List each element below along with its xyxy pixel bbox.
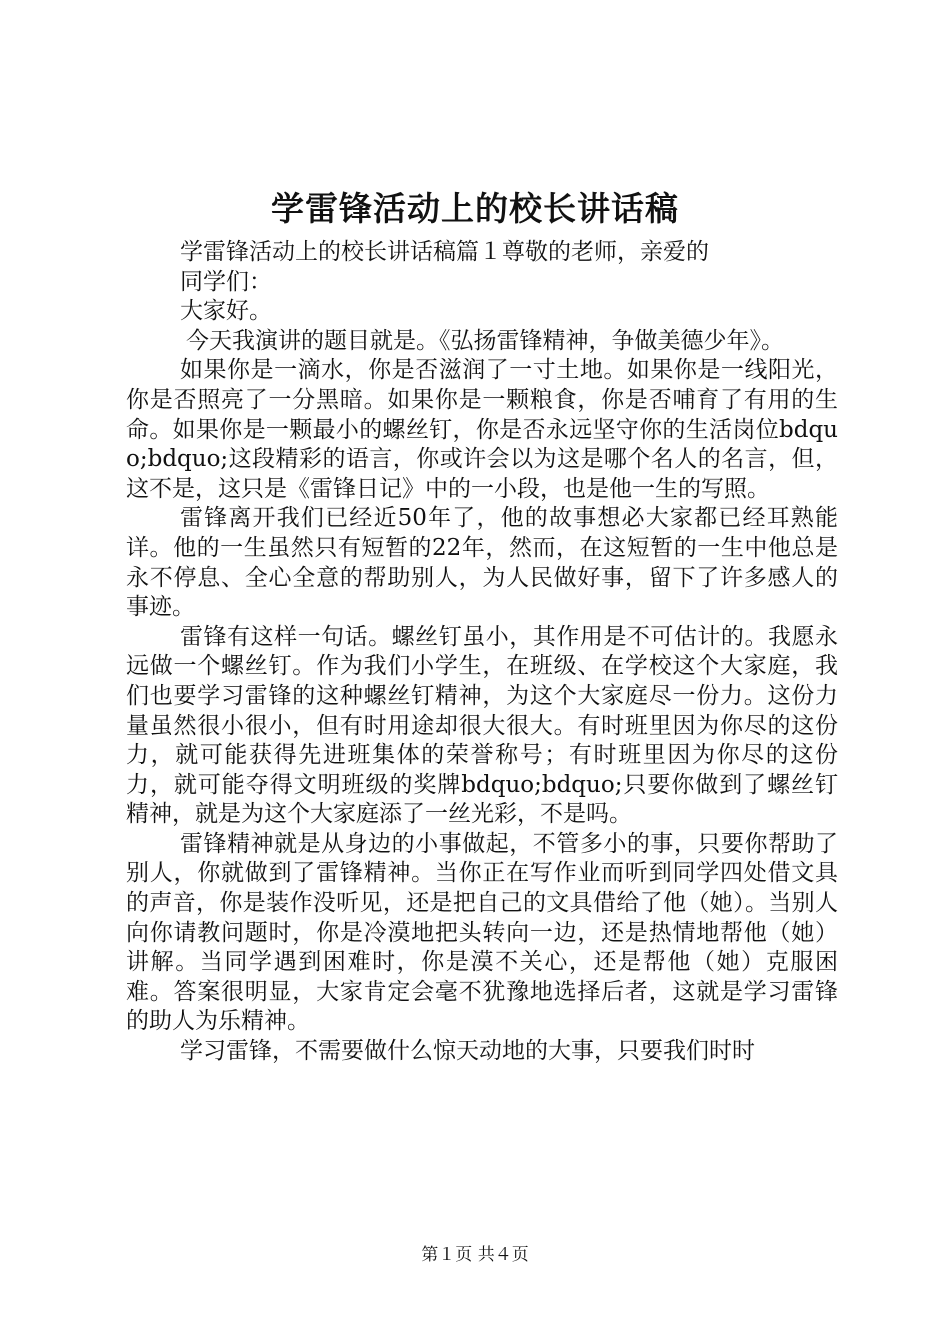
paragraph-body: 雷锋有这样一句话。螺丝钉虽小，其作用是不可估计的。我愿永远做一个螺丝钉。作为我们小学生，在班级、在学校这个大家庭，我们也要学习雷锋的这种螺丝钉精神，为这个大家庭尽一份力。这份力量虽然很小很小，但有时用途却很大很大。有时班里因为你尽的这份力，就可能获得先进班集体的荣誉称号；有时班里因为你尽的这份力，就可能夺得文明班级的奖牌bdquo;bdquo;只要你做到了螺丝钉精神，就是为这个大家庭添了一丝光彩，不是吗。 <box>126 623 838 828</box>
paragraph-topic: 今天我演讲的题目就是。《弘扬雷锋精神，争做美德少年》。 <box>186 327 784 354</box>
paragraph-greeting: 大家好。 <box>180 298 272 325</box>
paragraph-body: 雷锋离开我们已经近50年了，他的故事想必大家都已经耳熟能详。他的一生虽然只有短暂的22年，然而，在这短暂的一生中他总是永不停息、全心全意的帮助别人，为人民做好事，留下了许多感人的事迹。 <box>126 505 838 621</box>
paragraph-body: 雷锋精神就是从身边的小事做起，不管多小的事，只要你帮助了别人，你就做到了雷锋精神。当你正在写作业而听到同学四处借文具的声音，你是装作没听见，还是把自己的文具借给了他（她）。当别人向你请教问题时，你是冷漠地把头转向一边，还是热情地帮他（她）讲解。当同学遇到困难时，你是漠不关心，还是帮他（她）克服困难。答案很明显，大家肯定会毫不犹豫地选择后者，这就是学习雷锋的助人为乐精神。 <box>126 830 838 1035</box>
paragraph-salutation: 同学们： <box>180 268 272 295</box>
document-title: 学雷锋活动上的校长讲话稿 <box>271 189 679 228</box>
paragraph-body: 学习雷锋，不需要做什么惊天动地的大事，只要我们时时 <box>180 1038 755 1065</box>
paragraph-intro: 学雷锋活动上的校长讲话稿篇１尊敬的老师，亲爱的 <box>180 239 709 265</box>
page-number-footer: 第１页 共４页 <box>421 1245 529 1265</box>
paragraph-body: 如果你是一滴水，你是否滋润了一寸土地。如果你是一线阳光，你是否照亮了一分黑暗。如果你是一颗粮食，你是否哺育了有用的生命。如果你是一颗最小的螺丝钉，你是否永远坚守你的生活岗位bdquo;bdquo;这段精彩的语言，你或许会以为这是哪个名人的名言，但，这不是，这只是《雷锋日记》中的一小段，也是他一生的写照。 <box>126 357 838 502</box>
document-body <box>126 238 838 1067</box>
